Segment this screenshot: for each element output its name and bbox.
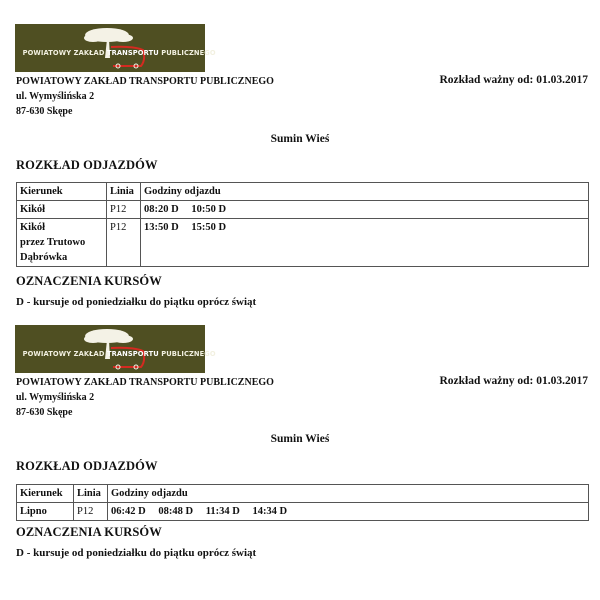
header-line: Linia [107,183,141,201]
legend-item: D - kursuje od poniedziałku do piątku oprócz świąt [16,296,257,308]
company-city: 87-630 Skępe [16,407,73,418]
direction-line: Kikół [20,204,46,215]
valid-from: Rozkład ważny od: 01.03.2017 [439,74,588,86]
line-cell: P12 [107,201,141,219]
line-cell: P12 [107,219,141,267]
logo-text-right: PUBLICZNEGO [161,48,216,57]
header-direction: Kierunek [17,485,74,503]
section-title: ROZKŁAD ODJAZDÓW [16,459,158,473]
logo-text-left: POWIATOWY ZAKŁAD [22,349,105,358]
departure-time: 10:50 D [191,204,227,215]
departure-time: 13:50 D [144,222,179,233]
logo-text-right: PUBLICZNEGO [161,349,216,358]
departure-time: 06:42 D [111,506,146,517]
stop-name: Sumin Wieś [270,433,330,445]
logo-text-highlight: TRANSPORTU [106,349,159,358]
logo-text [22,349,216,358]
company-street: ul. Wymyślińska 2 [16,392,95,403]
table-header-row [17,485,589,503]
departure-time: 08:20 D [144,204,179,215]
line-cell: P12 [74,503,108,521]
direction-line: Dąbrówka [20,252,68,263]
section-title: ROZKŁAD ODJAZDÓW [16,158,158,172]
departure-time: 14:34 D [252,506,288,517]
legend-title: OZNACZENIA KURSÓW [16,525,162,539]
departure-time: 11:34 D [205,506,240,517]
legend-title: OZNACZENIA KURSÓW [16,274,162,288]
header-times: Godziny odjazdu [108,485,589,503]
times-cell [108,503,589,521]
logo-text-highlight: TRANSPORTU [106,48,159,57]
company-name: POWIATOWY ZAKŁAD TRANSPORTU PUBLICZNEGO [16,377,274,388]
departure-time: 08:48 D [158,506,194,517]
logo-text-left: POWIATOWY ZAKŁAD [22,48,105,57]
company-name: POWIATOWY ZAKŁAD TRANSPORTU PUBLICZNEGO [16,76,274,87]
legend-item: D - kursuje od poniedziałku do piątku oprócz świąt [16,547,257,559]
company-city: 87-630 Skępe [16,106,73,117]
header-times: Godziny odjazdu [141,183,589,201]
departures-table [16,484,589,521]
valid-from: Rozkład ważny od: 01.03.2017 [439,375,588,387]
direction-line: przez Trutowo [20,237,86,248]
direction-line: Lipno [20,506,47,517]
company-logo [15,325,216,373]
company-address [16,375,274,420]
company-street: ul. Wymyślińska 2 [16,91,95,102]
header-line: Linia [74,485,108,503]
departure-time: 15:50 D [191,222,227,233]
table-row [17,503,589,521]
header-direction: Kierunek [17,183,107,201]
direction-line: Kikół [20,222,46,233]
stop-name: Sumin Wieś [270,133,330,145]
direction-cell [17,503,74,521]
